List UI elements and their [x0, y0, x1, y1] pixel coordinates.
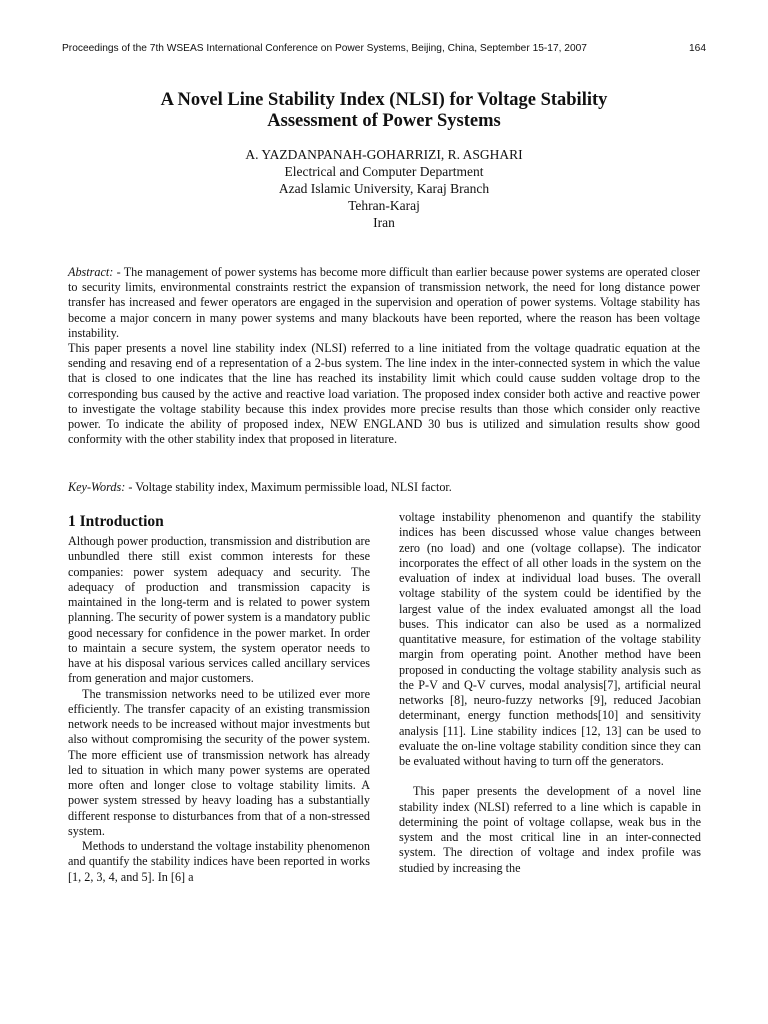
section-heading-introduction: 1 Introduction	[68, 513, 164, 530]
author-block	[0, 146, 768, 231]
author-university: Azad Islamic University, Karaj Branch	[278, 181, 490, 196]
abstract-paragraph-1	[68, 265, 700, 341]
page-number: 164	[689, 43, 706, 54]
running-header	[62, 43, 706, 54]
author-names: A. YAZDANPANAH-GOHARRIZI, R. ASGHARI	[245, 147, 523, 162]
intro-paragraph-1: Although power production, transmission and distribution are unbundled there still exist common interests for these companies: power system adequacy and security. The adequacy of production and transmission capacity is maintained in the long-term and is related to power system planning. The security of power system is a mandatory public good necessary for confidence in the power market. In order to maintain a secure system, the system operator needs to have at his disposal various services called ancillary services from generation and major customers.	[68, 534, 370, 686]
abstract-text-1: - The management of power systems has become more difficult than earlier because power systems are operated closer to security limits, environmental constraints restrict the expansion of transmission network, the need for long distance power transfer has increased and fewer operators are engaged in the supervision and operation of power systems. Voltage stability has become a major concern in many power systems and many blackouts have been reported, where the reason has been voltage instability.	[68, 265, 700, 340]
author-city: Tehran-Karaj	[348, 198, 420, 213]
left-column	[68, 512, 370, 885]
intro-paragraph-3: Methods to understand the voltage instability phenomenon and quantify the stability indices have been reported in works [1, 2, 3, 4, and 5]. In [6] a	[68, 839, 370, 884]
conference-title: Proceedings of the 7th WSEAS International Conference on Power Systems, Beijing, China, September 15-17, 2007	[62, 43, 587, 54]
paper-title-line-2: Assessment of Power Systems	[267, 111, 501, 131]
intro-paragraph-5: This paper presents the development of a novel line stability index (NLSI) referred to a line which is capable in determining the point of voltage collapse, weak bus in the system and the most critical line in an inter-connected system. The direction of voltage and index profile was studied by increasing the	[399, 784, 701, 875]
author-country: Iran	[373, 215, 395, 230]
keywords-text: - Voltage stability index, Maximum permissible load, NLSI factor.	[125, 480, 452, 494]
abstract	[68, 265, 700, 447]
intro-paragraph-2: The transmission networks need to be utilized ever more efficiently. The transfer capacity of an existing transmission network needs to be increased without major investments but also without compromising the security of the power system. The more efficient use of transmission network has already led to situation in which many power systems are operated more often and longer close to voltage stability limits. A power system stressed by heavy loading has a substantially different response to disturbances from that of a non-stressed system.	[68, 686, 370, 838]
paper-title-line-1: A Novel Line Stability Index (NLSI) for Voltage Stability	[160, 90, 608, 110]
abstract-label: Abstract:	[68, 265, 114, 279]
keywords-label: Key-Words:	[68, 480, 126, 494]
intro-paragraph-4: voltage instability phenomenon and quantify the stability indices has been discussed whose value changes between zero (no load) and one (voltage collapse). The indicator incorporates the effect of all other loads in the system on the evaluation of index at individual load buses. The overall voltage stability of the system could be identified by the largest value of the index evaluated amongst all the load buses. This indicator can also be used as a normalized quantitative measure, for estimation of the voltage stability margin from operating point. Another method have been proposed in conducting the voltage stability analysis such as the P-V and Q-V curves, modal analysis[7], artificial neural networks [8], neuro-fuzzy networks [9], reduced Jacobian determinant, energy function methods[10] and sensitivity analysis [11]. Line stability indices [12, 13] can be used to evaluate the on-line voltage stability condition since they can be evaluated without having to turn off the generators.	[399, 510, 701, 768]
author-department: Electrical and Computer Department	[284, 164, 484, 179]
abstract-paragraph-2: This paper presents a novel line stability index (NLSI) referred to a line initiated from the voltage quadratic equation at the sending and resaving end of a representation of a 2-bus system. The line index in the inter-connected system in which the value that is closed to one indicates that the line has reached its instability limit which could cause sudden voltage drop to the corresponding bus caused by the active and reactive load variation. The proposed index consider both active and reactive power to investigate the voltage stability because this index provides more precise results than those which consider only reactive power. To indicate the ability of proposed index, NEW ENGLAND 30 bus is utilized and simulation results show good conformity with the other stability index that proposed in literature.	[68, 341, 700, 447]
paper-title	[0, 90, 768, 132]
right-column	[399, 510, 701, 876]
keywords	[68, 480, 700, 495]
